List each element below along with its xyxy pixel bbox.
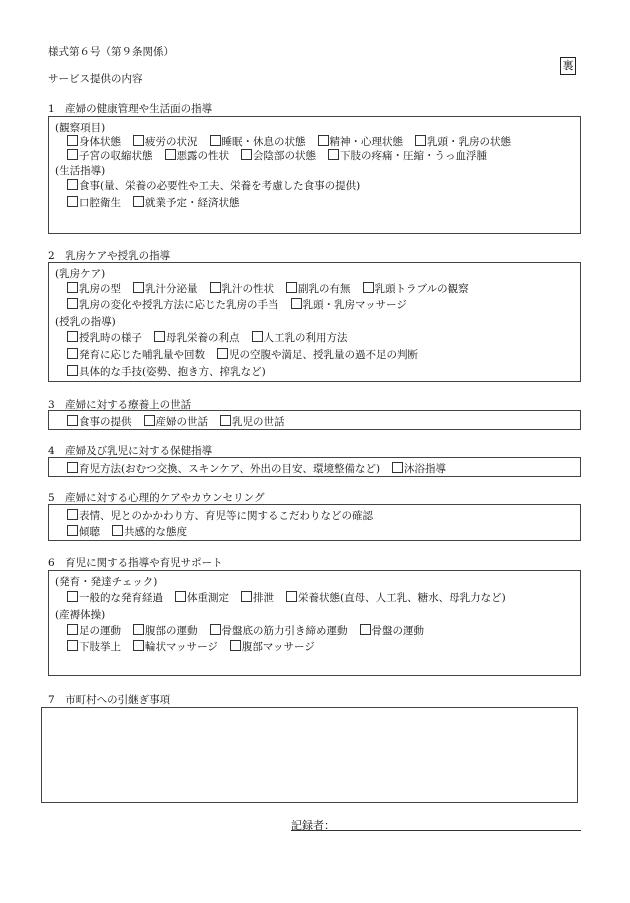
group-label: (生活指導) bbox=[55, 165, 106, 177]
checklist-item-label: 排泄 bbox=[253, 592, 274, 604]
checklist-item-label: 傾聴 bbox=[79, 526, 100, 538]
section-title-3: 3 産婦に対する療養上の世話 bbox=[48, 399, 192, 411]
checklist-item[interactable] bbox=[67, 524, 100, 539]
checklist-item[interactable] bbox=[360, 623, 425, 638]
checkbox[interactable] bbox=[67, 179, 78, 190]
checkbox[interactable] bbox=[286, 282, 297, 293]
checkbox[interactable] bbox=[144, 415, 155, 426]
checklist-item[interactable] bbox=[318, 134, 404, 149]
checkbox[interactable] bbox=[67, 365, 78, 376]
section-title-1: 1 産婦の健康管理や生活面の指導 bbox=[48, 103, 213, 115]
checklist-row bbox=[67, 347, 430, 362]
checklist-item-label: 具体的な手技(姿勢、抱き方、搾乳など) bbox=[79, 366, 266, 378]
checklist-item-label: 母乳栄養の利点 bbox=[166, 332, 240, 344]
checkbox[interactable] bbox=[67, 509, 78, 520]
checklist-item-label: 口腔衛生 bbox=[79, 197, 121, 209]
checkbox[interactable] bbox=[360, 624, 371, 635]
checklist-item[interactable] bbox=[112, 524, 187, 539]
checklist-item-label: 副乳の有無 bbox=[298, 283, 351, 295]
checklist-item-label: 乳頭・乳房マッサージ bbox=[302, 299, 407, 311]
section-title-5: 5 産婦に対する心理的ケアやカウンセリング bbox=[48, 492, 265, 504]
group-label: (乳房ケア) bbox=[55, 268, 106, 280]
checkbox[interactable] bbox=[217, 348, 228, 359]
checkbox[interactable] bbox=[67, 462, 78, 473]
checklist-item-label: 産婦の世話 bbox=[155, 416, 208, 428]
checklist-row bbox=[67, 134, 523, 149]
checklist-item[interactable] bbox=[67, 364, 266, 379]
checkbox[interactable] bbox=[210, 135, 221, 146]
checkbox[interactable] bbox=[67, 331, 78, 342]
checklist-item-label: 就業予定・経済状態 bbox=[145, 197, 240, 209]
checklist-item[interactable] bbox=[241, 590, 274, 605]
checklist-item[interactable] bbox=[220, 414, 285, 429]
checkbox[interactable] bbox=[67, 640, 78, 651]
checkbox[interactable] bbox=[286, 591, 297, 602]
checkbox[interactable] bbox=[241, 149, 252, 160]
checklist-item[interactable] bbox=[67, 590, 163, 605]
checklist-row bbox=[67, 414, 297, 429]
group-label: (授乳の指導) bbox=[55, 316, 116, 328]
section-box-6 bbox=[48, 570, 581, 676]
checkbox[interactable] bbox=[67, 525, 78, 536]
checkbox[interactable] bbox=[133, 282, 144, 293]
checkbox[interactable] bbox=[67, 591, 78, 602]
checklist-item-label: 表情、児とのかかわり方、育児等に関するこだわりなどの確認 bbox=[79, 510, 373, 522]
checklist-item[interactable] bbox=[133, 639, 218, 654]
checklist-item-label: 児の空腹や満足、授乳量の過不足の判断 bbox=[229, 349, 418, 361]
checklist-row bbox=[67, 178, 372, 193]
checkbox[interactable] bbox=[67, 415, 78, 426]
group-label: (産褥体操) bbox=[55, 609, 106, 621]
checklist-item[interactable] bbox=[328, 148, 487, 163]
checklist-item[interactable] bbox=[217, 347, 418, 362]
recorder-signature-line[interactable] bbox=[291, 830, 581, 831]
back-side-mark: 裏 bbox=[560, 57, 576, 75]
checkbox[interactable] bbox=[133, 640, 144, 651]
checklist-row bbox=[67, 195, 252, 210]
checklist-item-label: 身体状態 bbox=[79, 136, 121, 148]
checklist-item[interactable] bbox=[286, 590, 506, 605]
checkbox[interactable] bbox=[154, 331, 165, 342]
checkbox[interactable] bbox=[67, 624, 78, 635]
checklist-item[interactable] bbox=[392, 461, 446, 476]
checklist-item[interactable] bbox=[67, 195, 121, 210]
checklist-row bbox=[67, 148, 499, 163]
group-label: (発育・発達チェック) bbox=[55, 576, 158, 588]
checkbox[interactable] bbox=[328, 149, 339, 160]
checklist-item-label: 共感的な態度 bbox=[124, 526, 187, 538]
checklist-row bbox=[67, 524, 199, 539]
checklist-item[interactable] bbox=[291, 297, 407, 312]
checkbox[interactable] bbox=[220, 415, 231, 426]
checklist-item[interactable] bbox=[67, 623, 121, 638]
checkbox[interactable] bbox=[230, 640, 241, 651]
checklist-item-label: 骨盤の運動 bbox=[371, 625, 424, 637]
checklist-item-label: 腹部の運動 bbox=[145, 625, 198, 637]
checklist-item[interactable] bbox=[241, 148, 316, 163]
checklist-item[interactable] bbox=[210, 281, 275, 296]
checklist-item-label: 体重測定 bbox=[187, 592, 229, 604]
section-title-7: 7 市町村への引継ぎ事項 bbox=[48, 694, 171, 706]
checkbox[interactable] bbox=[175, 591, 186, 602]
checklist-item-label: 沐浴指導 bbox=[404, 463, 447, 475]
checklist-item[interactable] bbox=[154, 330, 240, 345]
checklist-item-label: 乳房の型 bbox=[79, 283, 121, 295]
checkbox[interactable] bbox=[112, 525, 123, 536]
checkbox[interactable] bbox=[165, 149, 176, 160]
checklist-item-label: 授乳時の様子 bbox=[79, 332, 142, 344]
checklist-item-label: 一般的な発育経過 bbox=[79, 592, 163, 604]
group-label: (観察項目) bbox=[55, 122, 106, 134]
checklist-item-label: 足の運動 bbox=[79, 625, 121, 637]
checklist-row bbox=[67, 461, 458, 476]
checklist-item[interactable] bbox=[175, 590, 229, 605]
checkbox[interactable] bbox=[133, 196, 144, 207]
checklist-item-label: 発育に応じた哺乳量や回数 bbox=[79, 349, 205, 361]
section-box-5 bbox=[48, 504, 581, 541]
checkbox[interactable] bbox=[210, 624, 221, 635]
recorder-label: 記録者： bbox=[291, 819, 335, 832]
checklist-item-label: 乳頭・乳房の状態 bbox=[427, 136, 511, 148]
checklist-item[interactable] bbox=[133, 623, 198, 638]
checklist-row bbox=[67, 639, 327, 654]
checklist-item[interactable] bbox=[144, 414, 209, 429]
checklist-row bbox=[67, 364, 278, 379]
checkbox[interactable] bbox=[392, 462, 403, 473]
checkbox[interactable] bbox=[363, 282, 374, 293]
checklist-item-label: 乳汁分泌量 bbox=[145, 283, 198, 295]
checkbox[interactable] bbox=[67, 149, 78, 160]
section-title-4: 4 産婦及び乳児に対する保健指導 bbox=[48, 445, 213, 457]
checklist-item[interactable] bbox=[415, 134, 511, 149]
checkbox[interactable] bbox=[67, 282, 78, 293]
checklist-item[interactable] bbox=[67, 347, 205, 362]
checklist-item-label: 輪状マッサージ bbox=[145, 641, 218, 653]
checklist-item-label: 精神・心理状態 bbox=[329, 136, 403, 148]
handover-notes-box[interactable] bbox=[41, 707, 578, 803]
checklist-item-label: 乳頭トラブルの観察 bbox=[374, 283, 469, 295]
checklist-item-label: 乳房の変化や授乳方法に応じた乳房の手当 bbox=[79, 299, 279, 311]
checkbox[interactable] bbox=[210, 282, 221, 293]
checklist-item-label: 悪露の性状 bbox=[176, 150, 229, 162]
checklist-item[interactable] bbox=[67, 639, 121, 654]
checkbox[interactable] bbox=[133, 135, 144, 146]
checklist-item-label: 疲労の状況 bbox=[145, 136, 198, 148]
checklist-item-label: 食事(量、栄養の必要性や工夫、栄養を考慮した食事の提供) bbox=[79, 180, 361, 192]
checklist-item[interactable] bbox=[230, 639, 315, 654]
checklist-item-label: 食事の提供 bbox=[79, 416, 132, 428]
subtitle: サービス提供の内容 bbox=[48, 73, 143, 85]
checkbox[interactable] bbox=[415, 135, 426, 146]
checklist-item-label: 下肢の疼痛・圧縮・うっ血浮腫 bbox=[340, 150, 487, 162]
checkbox[interactable] bbox=[241, 591, 252, 602]
checkbox[interactable] bbox=[67, 348, 78, 359]
checklist-item-label: 乳汁の性状 bbox=[221, 283, 274, 295]
checklist-item[interactable] bbox=[67, 508, 373, 523]
checklist-item-label: 栄養状態(直母、人工乳、糖水、母乳力など) bbox=[298, 592, 506, 604]
checklist-item[interactable] bbox=[133, 134, 198, 149]
checklist-item[interactable] bbox=[210, 134, 306, 149]
form-number: 様式第６号（第９条関係） bbox=[48, 46, 174, 58]
checklist-row bbox=[67, 281, 481, 296]
section-title-2: 2 乳房ケアや授乳の指導 bbox=[48, 250, 171, 262]
checklist-item-label: 会陰部の状態 bbox=[253, 150, 316, 162]
checklist-item[interactable] bbox=[210, 623, 348, 638]
checklist-item[interactable] bbox=[67, 461, 380, 476]
checkbox[interactable] bbox=[133, 624, 144, 635]
checklist-row bbox=[67, 330, 360, 345]
checklist-item[interactable] bbox=[133, 195, 240, 210]
checklist-item[interactable] bbox=[67, 134, 121, 149]
section-box-4 bbox=[48, 457, 581, 477]
checklist-item[interactable] bbox=[165, 148, 230, 163]
checklist-item[interactable] bbox=[67, 297, 279, 312]
checkbox[interactable] bbox=[252, 331, 263, 342]
section-box-3 bbox=[48, 410, 581, 430]
checklist-row bbox=[67, 590, 518, 605]
checkbox[interactable] bbox=[67, 196, 78, 207]
checklist-row bbox=[67, 297, 419, 312]
checkbox[interactable] bbox=[67, 298, 78, 309]
checklist-item-label: 人工乳の利用方法 bbox=[263, 332, 348, 344]
checklist-item-label: 腹部マッサージ bbox=[241, 641, 315, 653]
checklist-item-label: 子宮の収縮状態 bbox=[79, 150, 153, 162]
checklist-item-label: 乳児の世話 bbox=[232, 416, 285, 428]
checklist-row bbox=[67, 623, 436, 638]
checklist-item[interactable] bbox=[286, 281, 351, 296]
checklist-row bbox=[67, 508, 385, 523]
checklist-item[interactable] bbox=[67, 148, 153, 163]
section-box-2 bbox=[48, 262, 581, 382]
section-box-1 bbox=[48, 116, 581, 234]
checklist-item-label: 睡眠・休息の状態 bbox=[221, 136, 306, 148]
checklist-item-label: 育児方法(おむつ交換、スキンケア、外出の目安、環境整備など) bbox=[79, 463, 381, 475]
checklist-item[interactable] bbox=[363, 281, 469, 296]
checklist-item[interactable] bbox=[252, 330, 348, 345]
section-title-6: 6 育児に関する指導や育児サポート bbox=[48, 557, 223, 569]
checklist-item-label: 骨盤底の筋力引き締め運動 bbox=[221, 625, 348, 637]
checkbox[interactable] bbox=[318, 135, 329, 146]
checkbox[interactable] bbox=[291, 298, 302, 309]
checkbox[interactable] bbox=[67, 135, 78, 146]
checklist-item-label: 下肢挙上 bbox=[79, 641, 121, 653]
checklist-item[interactable] bbox=[67, 178, 360, 193]
checklist-item[interactable] bbox=[67, 281, 121, 296]
checklist-item[interactable] bbox=[67, 330, 142, 345]
checklist-item[interactable] bbox=[67, 414, 132, 429]
checklist-item[interactable] bbox=[133, 281, 198, 296]
